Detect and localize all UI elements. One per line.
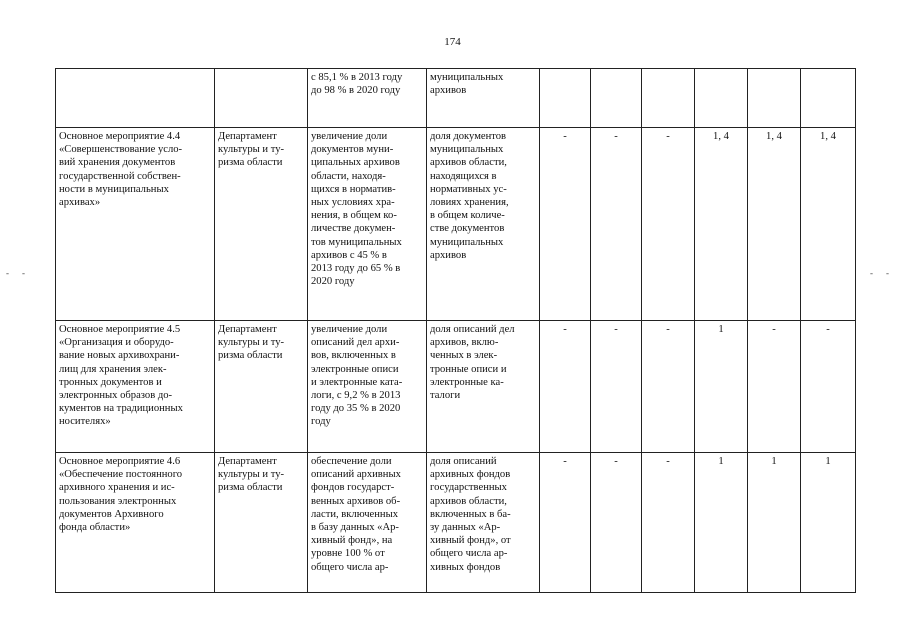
value-cell: -: [540, 128, 591, 321]
value-cell: -: [642, 453, 695, 593]
value-cell: [695, 69, 748, 128]
measure-cell: [56, 69, 215, 128]
executor-cell: Департамент культуры и ту- ризма области: [215, 453, 308, 593]
value-cell: -: [642, 128, 695, 321]
value-cell: 1, 4: [801, 128, 856, 321]
scan-mark: -: [886, 268, 889, 278]
indicator-cell: муниципальных архивов: [427, 69, 540, 128]
value-cell: -: [540, 453, 591, 593]
value-cell: -: [748, 321, 801, 453]
value-cell: 1: [801, 453, 856, 593]
indicator-cell: доля документов муниципальных архивов области, находящихся в нормативных ус- ловиях хранения, в общем количе- стве документов муниципальных архивов: [427, 128, 540, 321]
value-cell: [801, 69, 856, 128]
scan-mark: -: [6, 268, 9, 278]
result-cell: обеспечение доли описаний архивных фондов государст- венных архивов об- ласти, включенных в базу данных «Ар- хивный фонд», на уровне 100 % от общего числа ар-: [308, 453, 427, 593]
program-table: [55, 68, 856, 593]
page-number: 174: [444, 36, 461, 48]
scan-mark: -: [870, 268, 873, 278]
executor-cell: Департамент культуры и ту- ризма области: [215, 128, 308, 321]
measure-cell: Основное мероприятие 4.4 «Совершенствование усло- вий хранения документов государственной собствен- ности в муниципальных архивах»: [56, 128, 215, 321]
result-cell: с 85,1 % в 2013 году до 98 % в 2020 году: [308, 69, 427, 128]
value-cell: 1: [695, 321, 748, 453]
value-cell: 1: [695, 453, 748, 593]
result-cell: увеличение доли описаний дел архи- вов, включенных в электронные описи и электронные ката- логи, с 9,2 % в 2013 году до 35 % в 2020 году: [308, 321, 427, 453]
table-row: [56, 321, 856, 453]
executor-cell: [215, 69, 308, 128]
indicator-cell: доля описаний дел архивов, вклю- ченных в элек- тронные описи и электронные ка- талоги: [427, 321, 540, 453]
value-cell: -: [591, 321, 642, 453]
value-cell: 1, 4: [695, 128, 748, 321]
result-cell: увеличение доли документов муни- ципальных архивов области, находя- щихся в норматив- ных условиях хра- нения, в общем ко- личестве докумен- тов муниципальных архивов с 45 % в 2013 году до 65 % в 2020 году: [308, 128, 427, 321]
executor-cell: Департамент культуры и ту- ризма области: [215, 321, 308, 453]
value-cell: -: [642, 321, 695, 453]
indicator-cell: доля описаний архивных фондов государственных архивов области, включенных в ба- зу данных «Ар- хивный фонд», от общего числа ар- хивных фондов: [427, 453, 540, 593]
value-cell: -: [591, 453, 642, 593]
value-cell: [748, 69, 801, 128]
value-cell: [540, 69, 591, 128]
value-cell: 1: [748, 453, 801, 593]
table-row: [56, 69, 856, 128]
value-cell: -: [591, 128, 642, 321]
table-row: [56, 128, 856, 321]
value-cell: [591, 69, 642, 128]
value-cell: -: [801, 321, 856, 453]
measure-cell: Основное мероприятие 4.5 «Организация и оборудо- вание новых архивохрани- лищ для хранения элек- тронных документов и электронных образов до- кументов на традиционных носителях»: [56, 321, 215, 453]
value-cell: [642, 69, 695, 128]
table-row: [56, 453, 856, 593]
value-cell: 1, 4: [748, 128, 801, 321]
value-cell: -: [540, 321, 591, 453]
scan-mark: -: [22, 268, 25, 278]
measure-cell: Основное мероприятие 4.6 «Обеспечение постоянного архивного хранения и ис- пользования электронных документов Архивного фонда области»: [56, 453, 215, 593]
